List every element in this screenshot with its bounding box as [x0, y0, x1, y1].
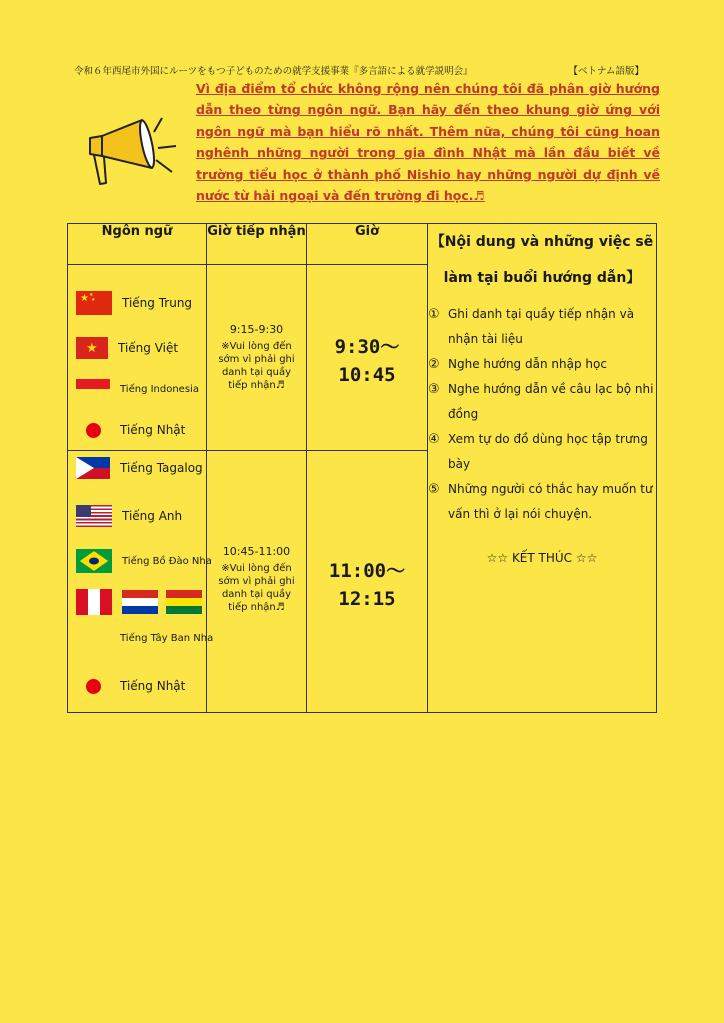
session2-reception — [207, 451, 307, 713]
language-name: Tiếng Anh — [122, 509, 183, 523]
end-label: ☆☆ KẾT THÚC ☆☆ — [486, 551, 598, 565]
schedule-table — [67, 223, 657, 713]
language-name: Tiếng Nhật — [120, 423, 186, 437]
content-item — [428, 477, 656, 527]
item-text: Những người có thắc hay muốn tư vấn thì ở lại nói chuyện. — [448, 482, 653, 521]
edition-label: 【ベトナム語版】 — [568, 66, 644, 77]
japan-flag-icon — [76, 675, 110, 697]
session-start: 9:30〜 — [334, 336, 400, 358]
header-language: Ngôn ngữ — [68, 224, 207, 265]
bolivia-flag-icon — [166, 590, 202, 614]
reception-time: 9:15-9:30 — [229, 323, 284, 336]
item-number: ① — [428, 307, 440, 322]
item-text: Ghi danh tại quầy tiếp nhận và nhận tài liệu — [448, 307, 635, 346]
item-text: Nghe hướng dẫn về câu lạc bộ nhi đồng — [448, 382, 654, 421]
peru-flag-icon — [76, 589, 112, 615]
content-item — [428, 377, 656, 427]
item-text: Xem tự do đồ dùng học tập trưng bày — [448, 432, 648, 471]
philippines-flag-icon — [76, 457, 110, 479]
megaphone-icon — [80, 110, 180, 190]
notice-text: Vì địa điểm tổ chức không rộng nên chúng tôi đã phân giờ hướng dẫn theo từng ngôn ngữ. Bạn hãy đến theo khung giờ ứng với ngôn ngữ mà bạn hiểu rõ nhất. Thêm nữa, chúng tôi cũng hoan nghênh những người trong gia đình Nhật mà lần đầu biết về trường tiểu học ở thành phố Nishio hay những người dự định về nước từ hải ngoại và đến trường đi học.♬ — [196, 81, 660, 204]
reception-note: ※Vui lòng đến sớm vì phải ghi danh tại quầy tiếp nhận♬ — [218, 563, 295, 613]
session1-reception — [207, 265, 307, 451]
reception-note: ※Vui lòng đến sớm vì phải ghi danh tại quầy tiếp nhận♬ — [218, 341, 295, 391]
language-name: Tiếng Tagalog — [120, 461, 203, 475]
session2-time — [307, 451, 428, 713]
session2-languages — [68, 451, 214, 713]
japan-flag-icon — [76, 419, 110, 441]
language-name: Tiếng Việt — [118, 341, 179, 355]
item-number: ⑤ — [428, 482, 440, 497]
session-start: 11:00〜 — [328, 560, 406, 582]
language-name: Tiếng Tây Ban Nha — [120, 633, 214, 644]
content-item — [428, 427, 656, 477]
header-time: Giờ — [307, 224, 428, 265]
item-text: Nghe hướng dẫn nhập học — [448, 357, 607, 371]
reception-time: 10:45-11:00 — [222, 545, 291, 558]
paraguay-flag-icon — [122, 590, 158, 614]
session1-languages — [68, 265, 207, 451]
item-number: ③ — [428, 382, 440, 397]
language-name: Tiếng Bồ Đào Nha — [122, 555, 212, 567]
item-number: ④ — [428, 432, 440, 447]
content-column — [428, 224, 657, 713]
usa-flag-icon — [76, 505, 112, 527]
content-item — [428, 352, 656, 377]
china-flag-icon: ★ ★ ★ — [76, 291, 112, 315]
content-item — [428, 302, 656, 352]
language-name: Tiếng Trung — [122, 296, 193, 310]
indonesia-flag-icon — [76, 379, 110, 399]
header-line — [74, 63, 644, 77]
vietnam-flag-icon: ★ — [76, 337, 108, 359]
language-name: Tiếng Indonesia — [120, 383, 199, 395]
session-end: 10:45 — [338, 364, 396, 386]
header-reception: Giờ tiếp nhận — [207, 224, 307, 265]
language-name: Tiếng Nhật — [120, 679, 186, 693]
event-title: 令和６年西尾市外国にルーツをもつ子どものための就学支援事業『多言語による就学説明会』 — [74, 66, 473, 77]
item-number: ② — [428, 357, 440, 372]
session-end: 12:15 — [338, 588, 396, 610]
session1-time — [307, 265, 428, 451]
brazil-flag-icon — [76, 549, 112, 573]
content-title: 【Nội dung và những việc sẽ làm tại buổi hướng dẫn】 — [430, 234, 654, 286]
